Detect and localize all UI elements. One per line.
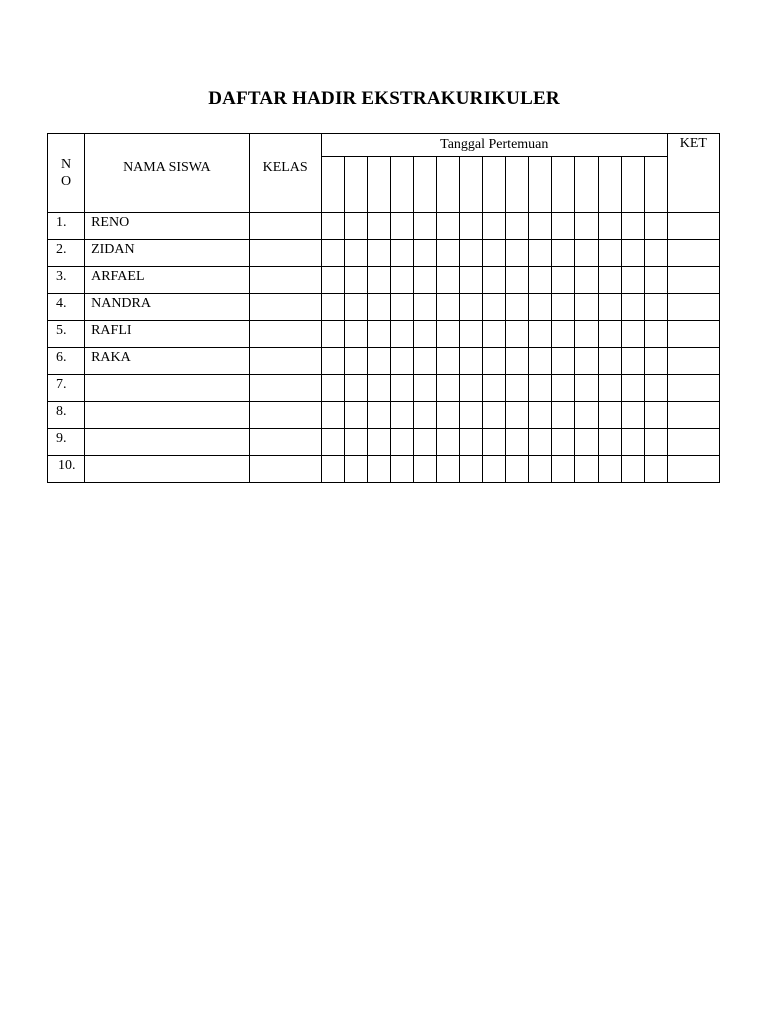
row-number: 1. <box>48 213 85 240</box>
attendance-cell <box>344 321 367 348</box>
attendance-cell <box>367 375 390 402</box>
attendance-cell <box>390 321 413 348</box>
attendance-cell <box>621 321 644 348</box>
ket-cell <box>667 321 719 348</box>
attendance-cell <box>598 267 621 294</box>
row-number: 6. <box>48 348 85 375</box>
date-header-cell <box>506 157 529 213</box>
attendance-cell <box>575 267 598 294</box>
attendance-cell <box>621 240 644 267</box>
kelas-cell <box>249 240 321 267</box>
attendance-cell <box>575 294 598 321</box>
attendance-cell <box>644 402 667 429</box>
student-name: RENO <box>85 213 249 240</box>
date-header-cell <box>552 157 575 213</box>
date-header-cell <box>367 157 390 213</box>
attendance-cell <box>598 213 621 240</box>
attendance-cell <box>390 456 413 483</box>
attendance-cell <box>414 402 437 429</box>
attendance-cell <box>414 456 437 483</box>
attendance-cell <box>367 213 390 240</box>
attendance-cell <box>344 213 367 240</box>
attendance-cell <box>529 402 552 429</box>
attendance-cell <box>506 402 529 429</box>
attendance-cell <box>506 456 529 483</box>
attendance-cell <box>644 429 667 456</box>
attendance-cell <box>367 240 390 267</box>
attendance-cell <box>621 294 644 321</box>
attendance-cell <box>367 402 390 429</box>
attendance-cell <box>344 429 367 456</box>
attendance-cell <box>321 429 344 456</box>
attendance-cell <box>483 429 506 456</box>
student-name: ZIDAN <box>85 240 249 267</box>
attendance-cell <box>621 429 644 456</box>
attendance-cell <box>321 240 344 267</box>
student-name: RAKA <box>85 348 249 375</box>
ket-cell <box>667 456 719 483</box>
table-row <box>48 321 720 348</box>
attendance-cell <box>529 213 552 240</box>
table-row <box>48 240 720 267</box>
attendance-cell <box>460 267 483 294</box>
header-no <box>48 134 85 213</box>
date-header-cell <box>437 157 460 213</box>
ket-cell <box>667 294 719 321</box>
attendance-cell <box>321 456 344 483</box>
attendance-cell <box>367 348 390 375</box>
attendance-cell <box>414 375 437 402</box>
attendance-cell <box>390 402 413 429</box>
header-row-top <box>48 134 720 157</box>
attendance-cell <box>483 213 506 240</box>
header-no-line1: N <box>60 157 72 172</box>
attendance-cell <box>367 321 390 348</box>
header-ket: KET <box>667 134 719 213</box>
attendance-cell <box>529 429 552 456</box>
date-header-cell <box>621 157 644 213</box>
student-name <box>85 429 249 456</box>
attendance-cell <box>644 294 667 321</box>
attendance-cell <box>367 429 390 456</box>
date-header-cell <box>460 157 483 213</box>
attendance-cell <box>529 348 552 375</box>
attendance-cell <box>598 429 621 456</box>
attendance-cell <box>506 294 529 321</box>
attendance-cell <box>321 294 344 321</box>
table-row <box>48 456 720 483</box>
attendance-cell <box>575 429 598 456</box>
table-row <box>48 267 720 294</box>
attendance-cell <box>344 294 367 321</box>
header-nama-siswa: NAMA SISWA <box>85 134 249 213</box>
attendance-cell <box>529 240 552 267</box>
attendance-cell <box>414 240 437 267</box>
date-header-cell <box>483 157 506 213</box>
attendance-cell <box>506 240 529 267</box>
attendance-cell <box>344 375 367 402</box>
attendance-cell <box>529 321 552 348</box>
attendance-cell <box>644 456 667 483</box>
attendance-cell <box>437 456 460 483</box>
attendance-cell <box>506 267 529 294</box>
attendance-cell <box>552 348 575 375</box>
attendance-cell <box>598 456 621 483</box>
attendance-cell <box>321 348 344 375</box>
student-name: ARFAEL <box>85 267 249 294</box>
attendance-cell <box>367 294 390 321</box>
kelas-cell <box>249 213 321 240</box>
date-header-cell <box>529 157 552 213</box>
attendance-cell <box>575 348 598 375</box>
attendance-cell <box>367 267 390 294</box>
kelas-cell <box>249 348 321 375</box>
attendance-cell <box>506 321 529 348</box>
ket-cell <box>667 429 719 456</box>
student-name: RAFLI <box>85 321 249 348</box>
attendance-cell <box>344 240 367 267</box>
attendance-cell <box>344 348 367 375</box>
student-name <box>85 402 249 429</box>
table-row <box>48 375 720 402</box>
attendance-cell <box>644 213 667 240</box>
attendance-cell <box>390 267 413 294</box>
attendance-cell <box>644 321 667 348</box>
attendance-cell <box>460 321 483 348</box>
attendance-cell <box>552 294 575 321</box>
attendance-cell <box>644 375 667 402</box>
student-name <box>85 456 249 483</box>
row-number: 3. <box>48 267 85 294</box>
row-number: 7. <box>48 375 85 402</box>
header-tanggal-pertemuan: Tanggal Pertemuan <box>321 134 667 157</box>
attendance-cell <box>598 348 621 375</box>
attendance-cell <box>529 456 552 483</box>
ket-cell <box>667 375 719 402</box>
attendance-cell <box>344 402 367 429</box>
attendance-cell <box>460 429 483 456</box>
attendance-cell <box>552 375 575 402</box>
attendance-cell <box>621 348 644 375</box>
attendance-cell <box>598 375 621 402</box>
attendance-cell <box>552 267 575 294</box>
row-number: 4. <box>48 294 85 321</box>
attendance-cell <box>575 321 598 348</box>
attendance-cell <box>506 348 529 375</box>
date-header-cell <box>644 157 667 213</box>
ket-cell <box>667 348 719 375</box>
attendance-cell <box>460 348 483 375</box>
attendance-cell <box>390 375 413 402</box>
student-name <box>85 375 249 402</box>
attendance-cell <box>460 402 483 429</box>
table-row <box>48 348 720 375</box>
date-header-cell <box>321 157 344 213</box>
attendance-cell <box>321 267 344 294</box>
kelas-cell <box>249 429 321 456</box>
attendance-cell <box>506 213 529 240</box>
date-header-cell <box>575 157 598 213</box>
attendance-cell <box>390 294 413 321</box>
attendance-cell <box>598 402 621 429</box>
attendance-cell <box>367 456 390 483</box>
kelas-cell <box>249 267 321 294</box>
attendance-cell <box>598 240 621 267</box>
date-header-cell <box>390 157 413 213</box>
table-row <box>48 429 720 456</box>
attendance-cell <box>390 240 413 267</box>
attendance-cell <box>575 456 598 483</box>
row-number: 8. <box>48 402 85 429</box>
date-header-cell <box>344 157 367 213</box>
kelas-cell <box>249 375 321 402</box>
attendance-cell <box>552 429 575 456</box>
table-body <box>48 213 720 483</box>
attendance-cell <box>414 429 437 456</box>
attendance-cell <box>483 294 506 321</box>
attendance-cell <box>460 294 483 321</box>
attendance-cell <box>552 456 575 483</box>
header-kelas: KELAS <box>249 134 321 213</box>
attendance-cell <box>483 267 506 294</box>
attendance-cell <box>575 213 598 240</box>
attendance-cell <box>460 375 483 402</box>
attendance-cell <box>483 240 506 267</box>
attendance-cell <box>437 348 460 375</box>
attendance-cell <box>506 429 529 456</box>
attendance-cell <box>552 402 575 429</box>
attendance-cell <box>598 294 621 321</box>
attendance-cell <box>437 240 460 267</box>
attendance-cell <box>644 240 667 267</box>
document-title: DAFTAR HADIR EKSTRAKURIKULER <box>208 88 560 109</box>
attendance-cell <box>644 348 667 375</box>
table-row <box>48 402 720 429</box>
attendance-cell <box>437 429 460 456</box>
attendance-cell <box>552 240 575 267</box>
kelas-cell <box>249 456 321 483</box>
attendance-cell <box>437 321 460 348</box>
attendance-cell <box>344 267 367 294</box>
row-number: 5. <box>48 321 85 348</box>
table-row <box>48 294 720 321</box>
date-header-cell <box>598 157 621 213</box>
kelas-cell <box>249 321 321 348</box>
attendance-cell <box>344 456 367 483</box>
row-number: 2. <box>48 240 85 267</box>
attendance-cell <box>414 294 437 321</box>
attendance-cell <box>414 213 437 240</box>
attendance-cell <box>621 456 644 483</box>
attendance-cell <box>437 267 460 294</box>
attendance-cell <box>414 348 437 375</box>
kelas-cell <box>249 294 321 321</box>
attendance-cell <box>644 267 667 294</box>
date-header-cell <box>414 157 437 213</box>
attendance-cell <box>437 375 460 402</box>
attendance-cell <box>575 402 598 429</box>
attendance-cell <box>621 267 644 294</box>
attendance-cell <box>437 294 460 321</box>
attendance-cell <box>437 213 460 240</box>
attendance-cell <box>460 213 483 240</box>
attendance-cell <box>321 402 344 429</box>
attendance-cell <box>321 213 344 240</box>
attendance-cell <box>483 321 506 348</box>
attendance-cell <box>552 213 575 240</box>
attendance-cell <box>483 402 506 429</box>
table-row <box>48 213 720 240</box>
attendance-cell <box>529 267 552 294</box>
attendance-table <box>47 133 720 483</box>
ket-cell <box>667 240 719 267</box>
ket-cell <box>667 402 719 429</box>
attendance-cell <box>529 294 552 321</box>
attendance-cell <box>575 240 598 267</box>
student-name: NANDRA <box>85 294 249 321</box>
attendance-cell <box>621 402 644 429</box>
attendance-cell <box>621 213 644 240</box>
attendance-cell <box>460 240 483 267</box>
attendance-cell <box>321 321 344 348</box>
attendance-cell <box>506 375 529 402</box>
attendance-cell <box>598 321 621 348</box>
attendance-cell <box>575 375 598 402</box>
attendance-cell <box>483 348 506 375</box>
attendance-cell <box>321 375 344 402</box>
attendance-cell <box>390 213 413 240</box>
ket-cell <box>667 213 719 240</box>
attendance-cell <box>460 456 483 483</box>
attendance-cell <box>529 375 552 402</box>
attendance-cell <box>621 375 644 402</box>
attendance-cell <box>552 321 575 348</box>
ket-cell <box>667 267 719 294</box>
header-no-line2: O <box>60 174 72 189</box>
attendance-cell <box>414 321 437 348</box>
attendance-cell <box>483 375 506 402</box>
row-number: 10. <box>48 456 85 483</box>
attendance-cell <box>483 456 506 483</box>
attendance-cell <box>390 348 413 375</box>
attendance-cell <box>414 267 437 294</box>
kelas-cell <box>249 402 321 429</box>
attendance-cell <box>390 429 413 456</box>
attendance-cell <box>437 402 460 429</box>
row-number: 9. <box>48 429 85 456</box>
